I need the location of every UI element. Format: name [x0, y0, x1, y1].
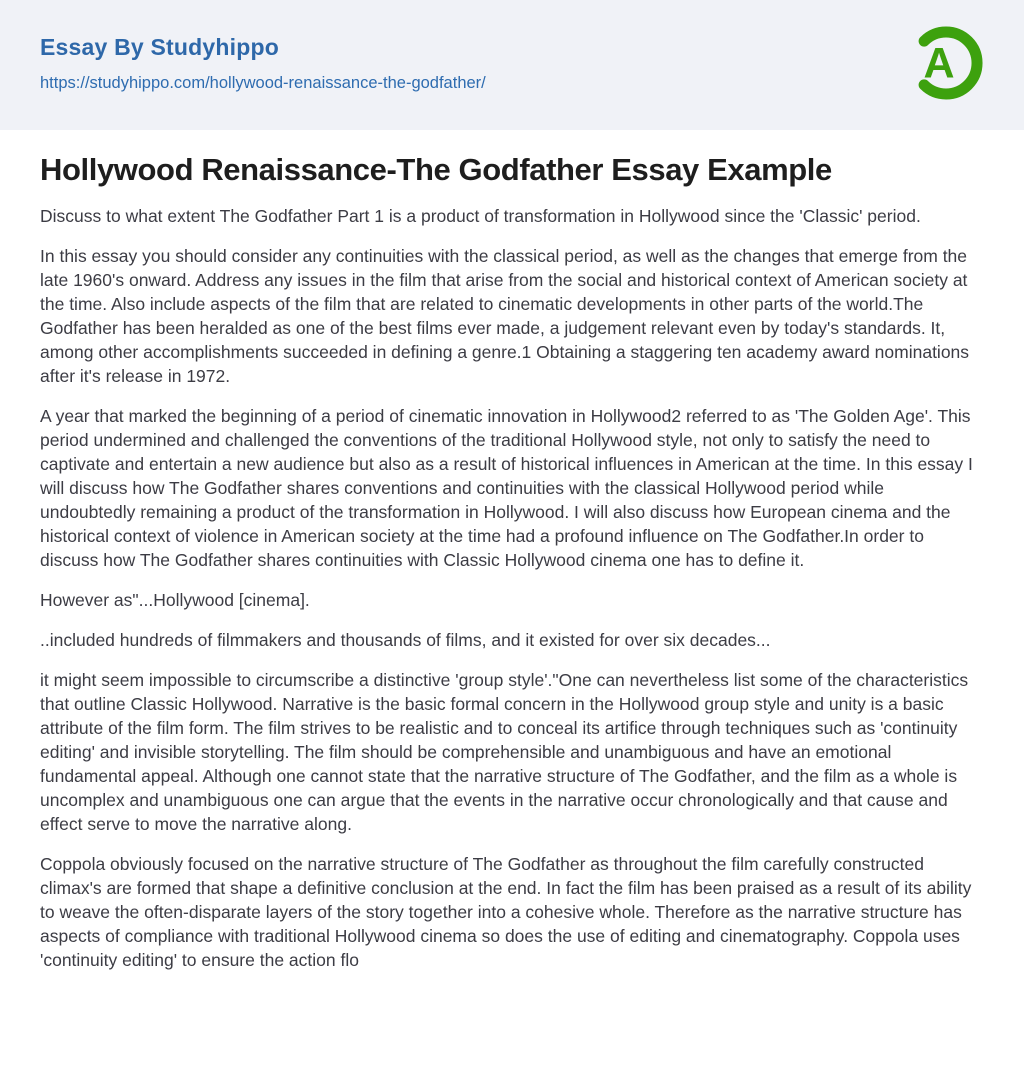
essay-paragraph: A year that marked the beginning of a period of cinematic innovation in Hollywood2 referred to as 'The Golden Age'. This period undermined and challenged the conventions of the traditional Hollywood style, not only to satisfy the need to captivate and entertain a new audience but also as a result of historical influences in American at the time. In this essay I will discuss how The Godfather shares conventions and continuities with the classical Hollywood period while undoubtedly remaining a product of the transformation in Hollywood. I will also discuss how European cinema and the historical context of violence in American society at the time had a profound influence on The Godfather.In order to discuss how The Godfather shares continuities with Classic Hollywood cinema one has to define it.	[40, 406, 973, 571]
header	[0, 0, 1024, 130]
essay-paragraph: it might seem impossible to circumscribe a distinctive 'group style'."One can nevertheless list some of the characteristics that outline Classic Hollywood. Narrative is the basic formal concern in the Hollywood group style and unity is a basic attribute of the film form. The film strives to be realistic and to conceal its artifice through techniques such as 'continuity editing' and invisible storytelling. The film should be comprehensible and unambiguous and have an emotional fundamental appeal. Although one cannot state that the narrative structure of The Godfather, and the film as a whole is uncomplex and unambiguous one can argue that the events in the narrative occur chronologically and that cause and effect serve to move the narrative along.	[40, 670, 969, 835]
essay-paragraph: Coppola obviously focused on the narrative structure of The Godfather as throughout the film carefully constructed climax's are formed that shape a definitive conclusion at the end. In fact the film has been praised as a result of its ability to weave the often-disparate layers of the story together into a cohesive whole. Therefore as the narrative structure has aspects of compliance with traditional Hollywood cinema so does the use of editing and cinematography. Coppola uses 'continuity editing' to ensure the action flo	[40, 854, 972, 971]
logo-letter: A	[923, 39, 955, 88]
source-url-link[interactable]: https://studyhippo.com/hollywood-renaissance-the-godfather/	[40, 74, 486, 92]
studyhippo-logo-icon	[900, 17, 992, 109]
brand-title: Essay By Studyhippo	[40, 34, 279, 60]
essay-content	[0, 130, 1024, 972]
essay-paragraph: However as"...Hollywood [cinema].	[40, 590, 310, 611]
essay-paragraph: ..included hundreds of filmmakers and thousands of films, and it existed for over six decades...	[40, 630, 771, 651]
essay-prompt-paragraph: Discuss to what extent The Godfather Part 1 is a product of transformation in Hollywood since the 'Classic' period.	[40, 206, 921, 227]
page-title: Hollywood Renaissance-The Godfather Essay Example	[40, 152, 832, 187]
essay-paragraph: In this essay you should consider any continuities with the classical period, as well as the changes that emerge from the late 1960's onward. Address any issues in the film that arise from the social and historical context of American society at the time. Also include aspects of the film that are related to cinematic developments in other parts of the world.The Godfather has been heralded as one of the best films ever made, a judgement relevant even by today's standards. It, among other accomplishments succeeded in defining a genre.1 Obtaining a staggering ten academy award nominations after it's release in 1972.	[40, 246, 970, 387]
